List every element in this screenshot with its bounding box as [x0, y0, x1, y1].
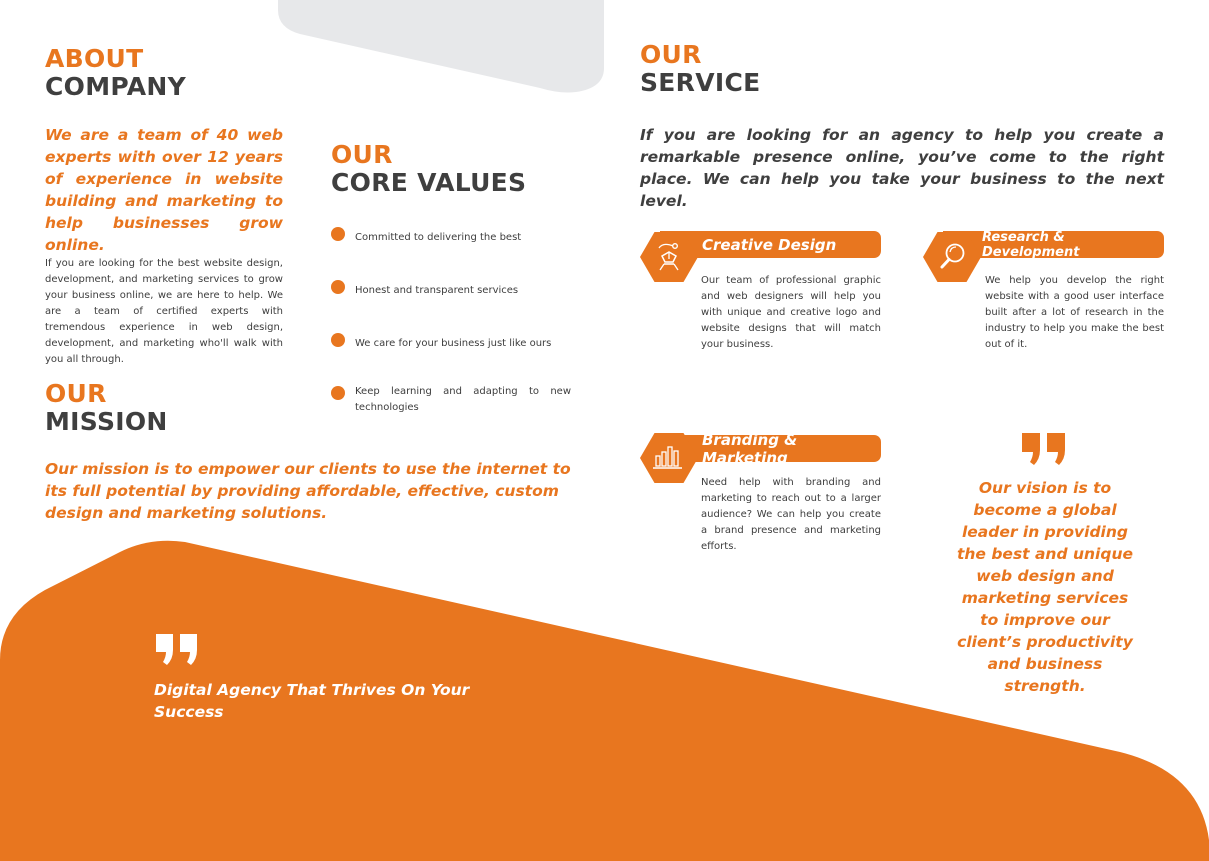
- vision-text: Our vision is to become a global leader in providing the best and unique web design and marketing services to improve our client’s productivity and business strength.: [956, 479, 1133, 695]
- top-gray-tab: [278, 0, 604, 93]
- core-value-label: Committed to delivering the best: [355, 232, 522, 243]
- service-title: Research & Development: [982, 229, 1080, 260]
- about-title-bottom: COMPANY: [45, 72, 186, 101]
- service-text: We help you develop the right website with a good user interface built after a lot of research in the industry to help you make the best out of it.: [985, 275, 1164, 350]
- core-values-title-top: OUR: [331, 140, 393, 169]
- about-lead: We are a team of 40 web experts with over 12 years of experience in website building and marketing to help businesses grow online.: [45, 126, 283, 254]
- service-text: Need help with branding and marketing to reach out to a larger audience? We can help you create a brand presence and marketing efforts.: [701, 477, 881, 552]
- bullet-dot-icon: [331, 333, 345, 347]
- bullet-dot-icon: [331, 386, 345, 400]
- bullet-dot-icon: [331, 227, 345, 241]
- service-title: Creative Design: [702, 235, 837, 254]
- mission-title-bottom: MISSION: [45, 407, 168, 436]
- service-title: Branding & Marketing: [702, 430, 798, 467]
- mission-text: Our mission is to empower our clients to use the internet to its full potential by providing affordable, effective, custom design and marketing solutions.: [45, 460, 571, 522]
- service-title-bottom: SERVICE: [640, 68, 761, 97]
- bullet-dot-icon: [331, 280, 345, 294]
- service-lead: If you are looking for an agency to help you create a remarkable presence online, you’ve come to the right place. We can help you take your business to the next level.: [640, 126, 1164, 210]
- core-value-item: [331, 278, 571, 299]
- quote-icon: [1020, 431, 1068, 466]
- about-body: If you are looking for the best website design, development, and marketing services to grow your business online, we are here to help. We are a team of certified experts with tremendous experience in web design, development, and marketing who'll walk with you all through.: [45, 258, 283, 365]
- core-value-label: Keep learning and adapting to new technologies: [355, 386, 571, 413]
- core-value-item: [331, 331, 571, 352]
- core-value-item: [331, 384, 571, 416]
- service-title-top: OUR: [640, 40, 702, 69]
- mission-title-top: OUR: [45, 379, 107, 408]
- core-values-title-bottom: CORE VALUES: [331, 168, 527, 197]
- tagline: Digital Agency That Thrives On Your Success: [154, 681, 470, 721]
- service-text: Our team of professional graphic and web designers will help you with unique and creative logo and website designs that will match your business.: [701, 275, 881, 350]
- core-value-item: [331, 225, 571, 246]
- quote-icon: [154, 632, 200, 666]
- about-title-top: ABOUT: [45, 44, 144, 73]
- core-value-label: We care for your business just like ours: [355, 338, 552, 349]
- core-value-label: Honest and transparent services: [355, 285, 519, 296]
